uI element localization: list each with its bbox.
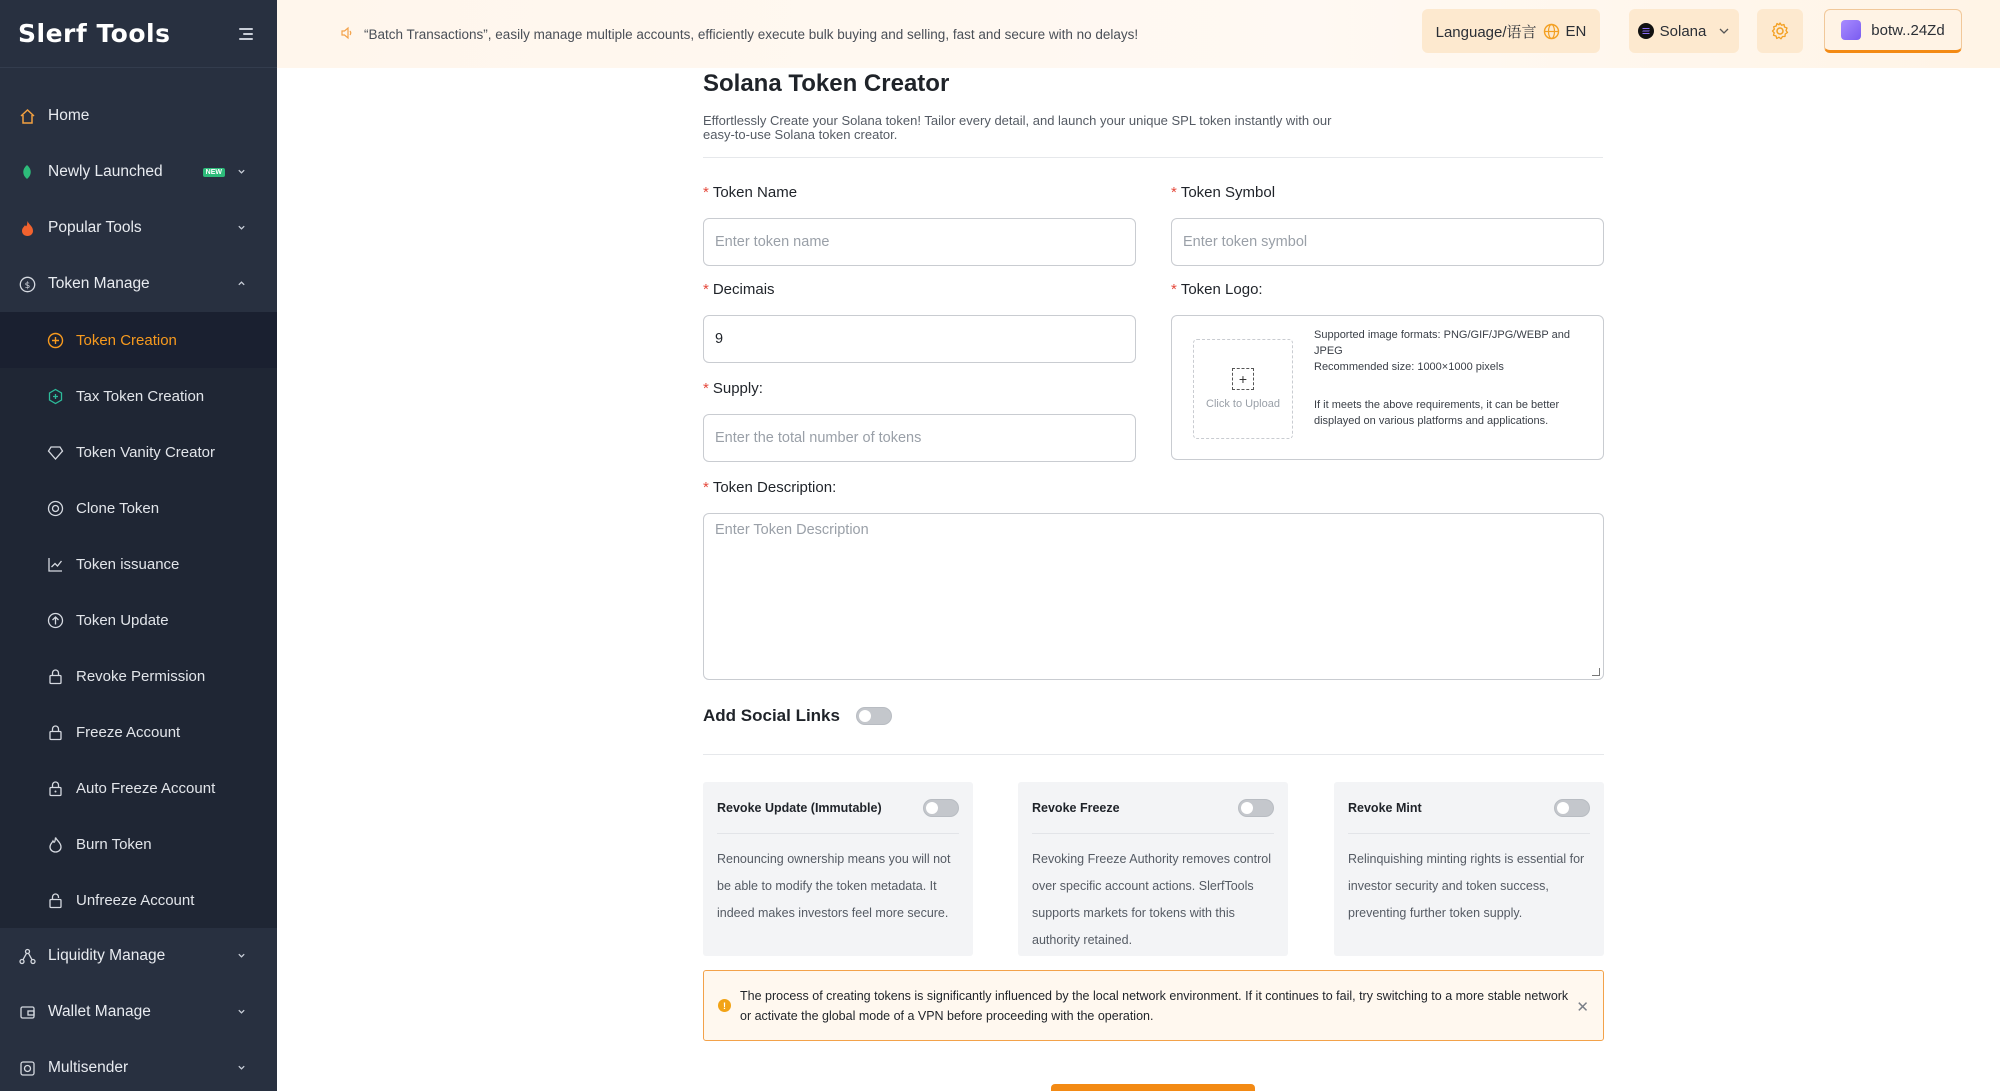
supply-label: * Supply: bbox=[703, 380, 763, 397]
svg-text:$: $ bbox=[24, 280, 30, 291]
card-body: Renouncing ownership means you will not be able to modify the token metadata. It indeed makes investors feel more secure. bbox=[717, 852, 951, 920]
home-icon bbox=[18, 107, 36, 125]
revoke-update-toggle[interactable] bbox=[923, 799, 959, 817]
sidebar-item-label: Home bbox=[48, 107, 90, 124]
gear-icon bbox=[1770, 21, 1790, 41]
token-symbol-label: * Token Symbol bbox=[1171, 184, 1276, 201]
chevron-down-icon bbox=[237, 1007, 246, 1016]
language-selector[interactable] bbox=[1422, 9, 1600, 53]
token-logo-label: * Token Logo: bbox=[1171, 281, 1263, 298]
sidebar-item-label: Revoke Permission bbox=[76, 667, 206, 685]
fire-icon bbox=[18, 219, 36, 237]
plus-circle-icon bbox=[47, 332, 64, 349]
lock-icon bbox=[47, 724, 64, 741]
chevron-down-icon bbox=[237, 1063, 246, 1072]
sidebar-item-label: Token Creation bbox=[76, 331, 177, 349]
chevron-down-icon bbox=[237, 223, 246, 232]
social-links-label: Add Social Links bbox=[703, 706, 840, 725]
card-body: Relinquishing minting rights is essential for investor security and token success, preventing further token supply. bbox=[1348, 852, 1585, 920]
sidebar-item-label: Burn Token bbox=[76, 835, 152, 853]
logo-note: If it meets the above requirements, it can be better displayed on various platforms and applications. bbox=[1314, 399, 1560, 427]
sidebar-menu bbox=[0, 88, 277, 1091]
sidebar-item-token-update[interactable] bbox=[0, 592, 277, 648]
sidebar-item-token-vanity-creator[interactable] bbox=[0, 424, 277, 480]
revoke-update-card bbox=[703, 782, 973, 956]
target-icon bbox=[47, 500, 64, 517]
chevron-down-icon bbox=[237, 951, 246, 960]
multisender-icon bbox=[18, 1059, 36, 1077]
sidebar-item-unfreeze-account[interactable] bbox=[0, 872, 277, 928]
network-warning bbox=[703, 970, 1604, 1041]
card-title: Revoke Mint bbox=[1348, 800, 1422, 815]
app-logo[interactable]: Slerf Tools bbox=[18, 19, 171, 48]
logo-size: Recommended size: 1000×1000 pixels bbox=[1314, 361, 1504, 373]
supply-input[interactable]: Enter the total number of tokens bbox=[703, 414, 1136, 462]
sidebar-item-label: Auto Freeze Account bbox=[76, 779, 216, 797]
collapse-menu-icon[interactable] bbox=[239, 28, 253, 40]
wallet-avatar-icon bbox=[1841, 20, 1861, 40]
sidebar-item-multisender[interactable] bbox=[0, 1040, 277, 1091]
lock-icon bbox=[47, 668, 64, 685]
leaf-icon bbox=[18, 163, 36, 181]
network-icon bbox=[18, 947, 36, 965]
new-badge: NEW bbox=[203, 168, 225, 177]
sidebar-item-label: Token Manage bbox=[48, 275, 150, 292]
sidebar-item-tax-token-creation[interactable] bbox=[0, 368, 277, 424]
hexagon-plus-icon bbox=[47, 388, 64, 405]
sidebar-item-label: Clone Token bbox=[76, 499, 160, 517]
language-label: Language/语言 bbox=[1435, 23, 1537, 41]
page-description: Effortlessly Create your Solana token! Tailor every detail, and launch your unique SPL token instantly with our easy-to-use Solana token creator. bbox=[703, 113, 1332, 142]
card-body: Revoking Freeze Authority removes control over specific account actions. SlerfTools supports markets for tokens with this authority retained. bbox=[1032, 852, 1271, 947]
sidebar-item-label: Token Vanity Creator bbox=[76, 443, 215, 461]
sidebar-item-token-manage[interactable] bbox=[0, 256, 277, 312]
revoke-freeze-card bbox=[1018, 782, 1288, 956]
sidebar-item-label: Freeze Account bbox=[76, 723, 181, 741]
chain-selector[interactable] bbox=[1629, 9, 1739, 53]
globe-icon bbox=[1543, 23, 1560, 40]
sidebar-item-popular-tools[interactable] bbox=[0, 200, 277, 256]
line-chart-icon bbox=[47, 556, 64, 573]
decimals-input[interactable]: 9 bbox=[703, 315, 1136, 363]
sidebar-item-label: Unfreeze Account bbox=[76, 891, 195, 909]
speaker-icon bbox=[340, 26, 354, 43]
sidebar-item-label: Tax Token Creation bbox=[76, 387, 205, 405]
announcement-notice bbox=[340, 26, 1138, 43]
sidebar-item-newly-launched[interactable] bbox=[0, 144, 277, 200]
card-title: Revoke Freeze bbox=[1032, 800, 1120, 815]
sidebar-item-clone-token[interactable] bbox=[0, 480, 277, 536]
revoke-mint-toggle[interactable] bbox=[1554, 799, 1590, 817]
chevron-down-icon bbox=[1718, 25, 1730, 37]
main-content bbox=[703, 68, 1603, 1091]
sidebar-item-label: Token issuance bbox=[76, 555, 180, 573]
sidebar bbox=[0, 0, 277, 1091]
arrow-up-circle-icon bbox=[47, 612, 64, 629]
logo-requirements bbox=[1314, 327, 1574, 429]
sidebar-item-label: Newly Launched bbox=[48, 163, 163, 180]
chevron-down-icon bbox=[237, 167, 246, 176]
settings-button[interactable] bbox=[1757, 9, 1803, 53]
wallet-icon bbox=[18, 1003, 36, 1021]
logo-upload-button[interactable] bbox=[1193, 339, 1293, 439]
logo-row bbox=[0, 0, 277, 68]
language-code: EN bbox=[1565, 22, 1587, 40]
token-name-label: * Token Name bbox=[703, 184, 798, 201]
decimals-label: * Decimais bbox=[703, 281, 775, 298]
divider bbox=[703, 754, 1604, 755]
sidebar-item-label: Wallet Manage bbox=[48, 1003, 151, 1020]
page-title: Solana Token Creator bbox=[703, 70, 950, 97]
close-icon[interactable]: ✕ bbox=[1576, 998, 1589, 1016]
revoke-mint-card bbox=[1334, 782, 1604, 956]
diamond-icon bbox=[47, 444, 64, 461]
sidebar-item-label: Liquidity Manage bbox=[48, 947, 166, 964]
sidebar-item-label: Multisender bbox=[48, 1059, 129, 1076]
create-token-button[interactable] bbox=[1051, 1084, 1255, 1091]
token-description-textarea[interactable]: Enter Token Description bbox=[703, 513, 1604, 680]
token-logo-box bbox=[1171, 315, 1604, 460]
warning-text: The process of creating tokens is significantly influenced by the local network environment. If it continues to fail, try switching to a more stable network or activate the global mode of a VPN before proceeding with the operation. bbox=[740, 988, 1569, 1023]
revoke-freeze-toggle[interactable] bbox=[1238, 799, 1274, 817]
token-name-input[interactable]: Enter token name bbox=[703, 218, 1136, 266]
warning-icon: ! bbox=[718, 999, 731, 1012]
wallet-address: botw..24Zd bbox=[1871, 21, 1945, 39]
social-links-row bbox=[703, 706, 892, 726]
notice-text: “Batch Transactions”, easily manage multiple accounts, efficiently execute bulk buying and selling, fast and secure with no delays! bbox=[364, 26, 1139, 42]
logo-formats: Supported image formats: PNG/GIF/JPG/WEBP and JPEG bbox=[1314, 329, 1570, 357]
sidebar-item-label: Popular Tools bbox=[48, 219, 142, 236]
sidebar-item-burn-token[interactable] bbox=[0, 816, 277, 872]
resize-handle[interactable] bbox=[1592, 668, 1600, 676]
unlock-icon bbox=[47, 892, 64, 909]
sidebar-item-home[interactable] bbox=[0, 88, 277, 144]
top-bar bbox=[277, 0, 2000, 68]
sidebar-item-label: Token Update bbox=[76, 611, 169, 629]
token-manage-submenu bbox=[0, 312, 277, 928]
chain-name: Solana bbox=[1659, 22, 1707, 40]
sidebar-item-revoke-permission[interactable] bbox=[0, 648, 277, 704]
solana-icon bbox=[1638, 23, 1654, 39]
lock-icon bbox=[47, 780, 64, 797]
flame-icon bbox=[47, 836, 64, 853]
token-description-label: * Token Description: bbox=[703, 479, 837, 496]
sidebar-item-auto-freeze-account[interactable] bbox=[0, 760, 277, 816]
sidebar-item-wallet-manage[interactable] bbox=[0, 984, 277, 1040]
wallet-button[interactable] bbox=[1824, 9, 1962, 53]
dollar-circle-icon bbox=[18, 275, 36, 293]
chevron-up-icon bbox=[237, 279, 246, 288]
card-title: Revoke Update (Immutable) bbox=[717, 800, 882, 815]
token-form bbox=[703, 158, 1603, 1091]
sidebar-item-token-creation[interactable] bbox=[0, 312, 277, 368]
sidebar-item-token-issuance[interactable] bbox=[0, 536, 277, 592]
token-symbol-input[interactable]: Enter token symbol bbox=[1171, 218, 1604, 266]
plus-icon: + bbox=[1232, 368, 1254, 390]
social-links-toggle[interactable] bbox=[856, 707, 892, 725]
sidebar-item-freeze-account[interactable] bbox=[0, 704, 277, 760]
sidebar-item-liquidity-manage[interactable] bbox=[0, 928, 277, 984]
upload-text: Click to Upload bbox=[1206, 398, 1280, 410]
